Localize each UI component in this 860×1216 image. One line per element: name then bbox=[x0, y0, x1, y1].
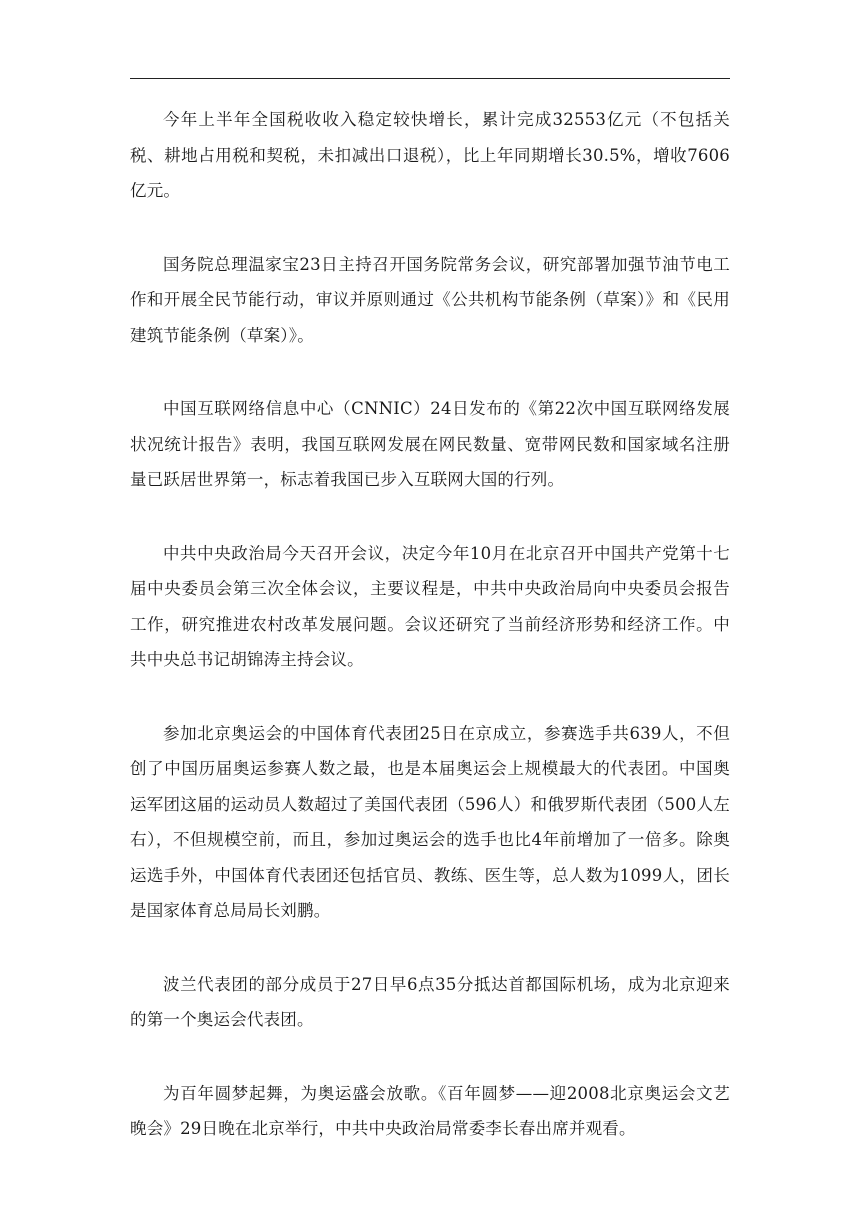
paragraph-state-council: 国务院总理温家宝23日主持召开国务院常务会议，研究部署加强节油节电工作和开展全民节能行动，审议并原则通过《公共机构节能条例（草案）》和《民用建筑节能条例（草案）》。 bbox=[130, 254, 730, 345]
header-rule bbox=[130, 78, 730, 79]
paragraph-cnnic-report: 中国互联网络信息中心（CNNIC）24日发布的《第22次中国互联网络发展状况统计报告》表明，我国互联网发展在网民数量、宽带网民数和国家域名注册量已跃居世界第一，标志着我国已步入互联网大国的行列。 bbox=[130, 399, 730, 489]
paragraph-olympic-gala: 为百年圆梦起舞，为奥运盛会放歌。《百年圆梦——迎2008北京奥运会文艺晚会》29日晚在北京举行，中共中央政治局常委李长春出席并观看。 bbox=[130, 1083, 730, 1138]
paragraph-tax-revenue: 今年上半年全国税收收入稳定较快增长，累计完成32553亿元（不包括关税、耕地占用税和契税，未扣减出口退税），比上年同期增长30.5%，增收7606亿元。 bbox=[130, 110, 730, 200]
document-body bbox=[130, 102, 730, 1185]
paragraph-politburo-meeting: 中共中央政治局今天召开会议，决定今年10月在北京召开中国共产党第十七届中央委员会第三次全体会议，主要议程是，中共中央政治局向中央委员会报告工作，研究推进农村改革发展问题。会议还研究了当前经济形势和经济工作。中共中央总书记胡锦涛主持会议。 bbox=[130, 543, 730, 669]
paragraph-olympic-delegation: 参加北京奥运会的中国体育代表团25日在京成立，参赛选手共639人，不但创了中国历届奥运参赛人数之最，也是本届奥运会上规模最大的代表团。中国奥运军团这届的运动员人数超过了美国代表团（596人）和俄罗斯代表团（500人左右），不但规模空前，而且，参加过奥运会的选手也比4年前增加了一倍多。除奥运选手外，中国体育代表团还包括官员、教练、医生等，总人数为1099人，团长是国家体育总局局长刘鹏。 bbox=[130, 723, 730, 920]
paragraph-poland-delegation: 波兰代表团的部分成员于27日早6点35分抵达首都国际机场，成为北京迎来的第一个奥运会代表团。 bbox=[130, 974, 730, 1029]
